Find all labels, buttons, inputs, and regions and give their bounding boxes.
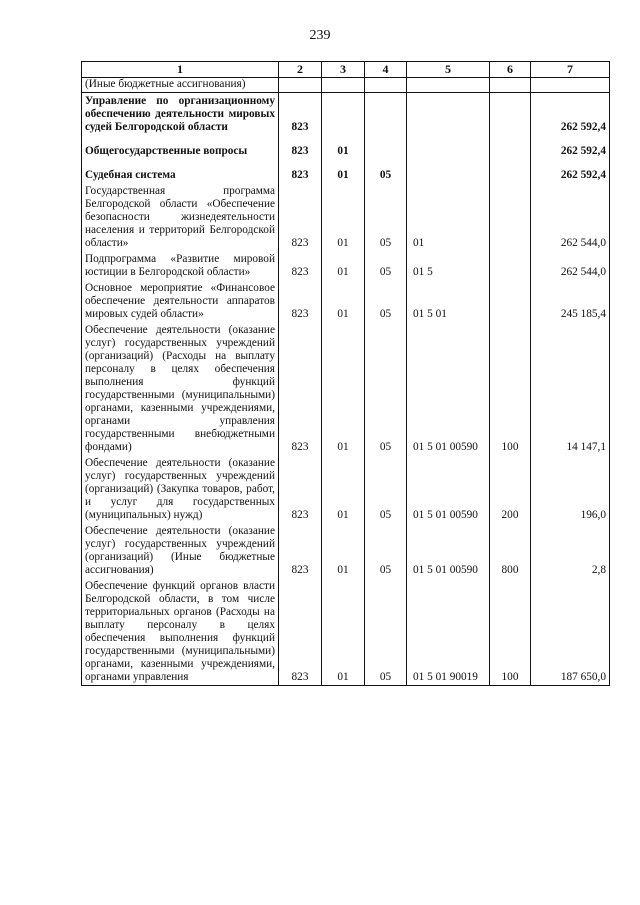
- row-target-code: 01 5 01 90019: [407, 578, 490, 686]
- row-target-code: [407, 159, 490, 183]
- row-target-code: 01 5: [407, 251, 490, 280]
- row-section-code: 01: [322, 523, 365, 578]
- row-expense-type: 200: [490, 455, 531, 523]
- table-row: [82, 251, 610, 280]
- row-name: Обеспечение деятельности (оказание услуг) государственных учреждений (организаций) (Расходы на выплату персоналу в целях обеспечения выполнения функций государственными (муниципальными) органами, казенными учреждениями, органами управления государственными внебюджетными фондами): [82, 322, 279, 455]
- row-amount: 262 592,4: [531, 135, 610, 159]
- row-target-code: 01 5 01 00590: [407, 455, 490, 523]
- row-name: Судебная система: [82, 159, 279, 183]
- header-cell: 2: [279, 62, 322, 78]
- table-row: [82, 578, 610, 686]
- row-amount: 262 592,4: [531, 159, 610, 183]
- row-subsection-code: 05: [365, 322, 407, 455]
- row-section-code: 01: [322, 183, 365, 251]
- row-section-code: 01: [322, 159, 365, 183]
- row-expense-type: [490, 93, 531, 136]
- table-row: [82, 159, 610, 183]
- row-target-code: 01 5 01 00590: [407, 322, 490, 455]
- row-name: Общегосударственные вопросы: [82, 135, 279, 159]
- row-admin-code: 823: [279, 93, 322, 136]
- page-number: 239: [309, 28, 331, 43]
- table-row: [82, 322, 610, 455]
- table-row: [82, 455, 610, 523]
- row-amount: 262 592,4: [531, 93, 610, 136]
- row-target-code: [407, 93, 490, 136]
- table-row: [82, 183, 610, 251]
- table-header-row: [82, 62, 610, 78]
- row-section-code: 01: [322, 135, 365, 159]
- row-expense-type: [490, 159, 531, 183]
- table-row: [82, 523, 610, 578]
- row-name: Управление по организационному обеспечению деятельности мировых судей Белгородской области: [82, 93, 279, 136]
- row-expense-type: 100: [490, 578, 531, 686]
- row-admin-code: 823: [279, 183, 322, 251]
- row-section-code: 01: [322, 280, 365, 322]
- row-target-code: 01 5 01 00590: [407, 523, 490, 578]
- row-target-code: 01 5 01: [407, 280, 490, 322]
- header-cell: 4: [365, 62, 407, 78]
- row-subsection-code: 05: [365, 251, 407, 280]
- row-subsection-code: 05: [365, 578, 407, 686]
- row-amount: 262 544,0: [531, 183, 610, 251]
- header-cell: 6: [490, 62, 531, 78]
- row-name: Обеспечение деятельности (оказание услуг) государственных учреждений (организаций) (Иные бюджетные ассигнования): [82, 523, 279, 578]
- row-subsection-code: 05: [365, 183, 407, 251]
- row-admin-code: 823: [279, 322, 322, 455]
- row-section-code: [322, 93, 365, 136]
- row-amount: 2,8: [531, 523, 610, 578]
- row-section-code: 01: [322, 251, 365, 280]
- row-target-code: [407, 135, 490, 159]
- row-admin-code: 823: [279, 578, 322, 686]
- row-subsection-code: 05: [365, 455, 407, 523]
- row-admin-code: 823: [279, 280, 322, 322]
- row-expense-type: [490, 280, 531, 322]
- row-subsection-code: 05: [365, 159, 407, 183]
- table-row: [82, 93, 610, 136]
- row-amount: 245 185,4: [531, 280, 610, 322]
- header-cell: 3: [322, 62, 365, 78]
- header-cell: 1: [82, 62, 279, 78]
- row-expense-type: 100: [490, 322, 531, 455]
- row-expense-type: 800: [490, 523, 531, 578]
- row-amount: 14 147,1: [531, 322, 610, 455]
- row-name: Подпрограмма «Развитие мировой юстиции в Белгородской области»: [82, 251, 279, 280]
- row-admin-code: 823: [279, 135, 322, 159]
- row-target-code: 01: [407, 183, 490, 251]
- row-admin-code: 823: [279, 523, 322, 578]
- row-section-code: 01: [322, 578, 365, 686]
- header-cell: 5: [407, 62, 490, 78]
- row-subsection-code: [365, 93, 407, 136]
- row-expense-type: [490, 251, 531, 280]
- table-row: [82, 78, 610, 93]
- row-name: Государственная программа Белгородской области «Обеспечение безопасности жизнедеятельности населения и территорий Белгородской области»: [82, 183, 279, 251]
- row-expense-type: [490, 183, 531, 251]
- row-name: (Иные бюджетные ассигнования): [82, 78, 279, 93]
- row-admin-code: 823: [279, 159, 322, 183]
- row-subsection-code: [365, 135, 407, 159]
- row-admin-code: 823: [279, 455, 322, 523]
- row-section-code: 01: [322, 322, 365, 455]
- row-amount: 196,0: [531, 455, 610, 523]
- row-expense-type: [490, 135, 531, 159]
- row-subsection-code: 05: [365, 280, 407, 322]
- row-name: Обеспечение функций органов власти Белгородской области, в том числе территориальных органов (Расходы на выплату персоналу в целях обеспечения выполнения функций государственными (муниципальными) органами, казенными учреждениями, органами управления: [82, 578, 279, 686]
- table-row: [82, 135, 610, 159]
- row-subsection-code: 05: [365, 523, 407, 578]
- table-row: [82, 280, 610, 322]
- row-admin-code: 823: [279, 251, 322, 280]
- row-name: Обеспечение деятельности (оказание услуг) государственных учреждений (организаций) (Закупка товаров, работ, и услуг для государственных (муниципальных) нужд): [82, 455, 279, 523]
- row-name: Основное мероприятие «Финансовое обеспечение деятельности аппаратов мировых судей области»: [82, 280, 279, 322]
- row-section-code: 01: [322, 455, 365, 523]
- header-cell: 7: [531, 62, 610, 78]
- row-amount: 187 650,0: [531, 578, 610, 686]
- budget-table: [81, 61, 610, 686]
- row-amount: 262 544,0: [531, 251, 610, 280]
